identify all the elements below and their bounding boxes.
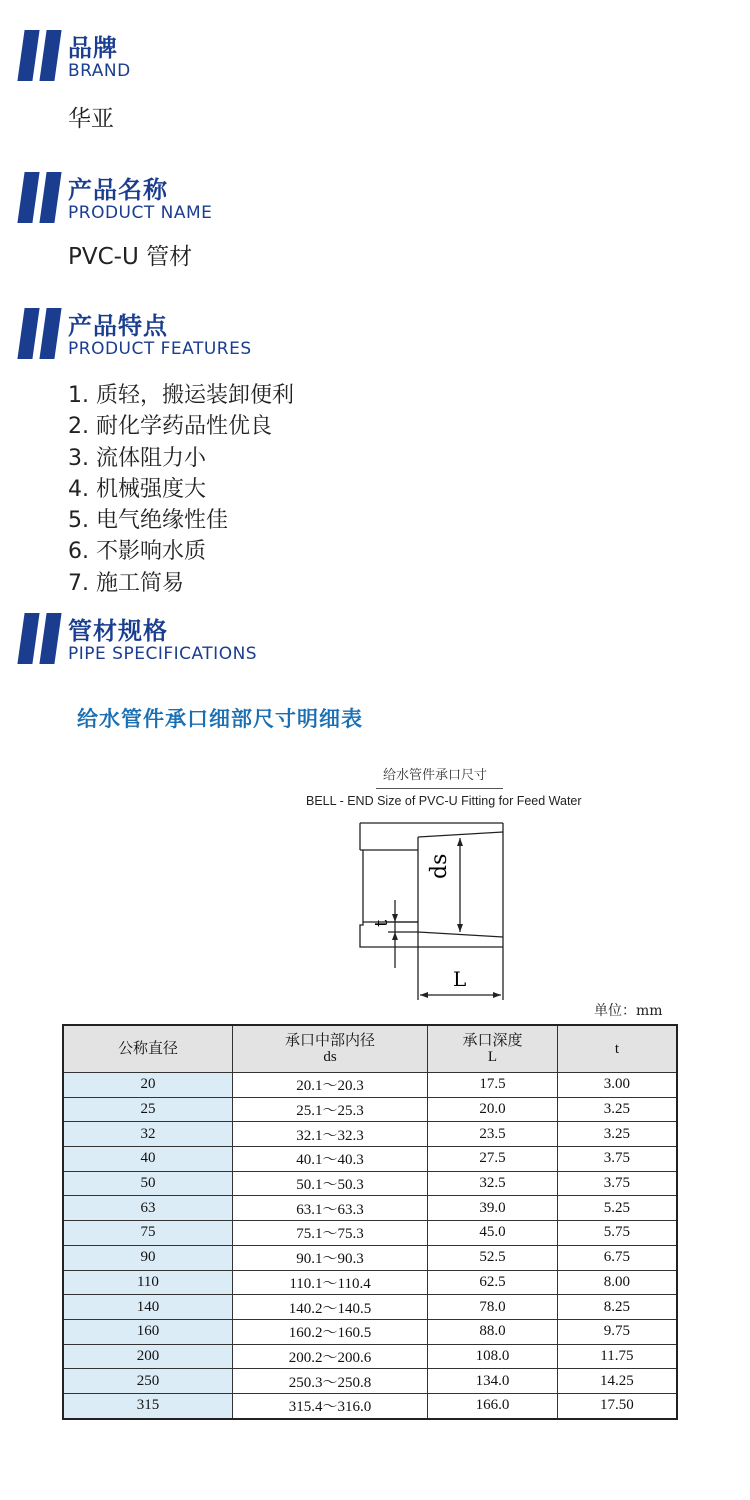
- table-row: [63, 1196, 677, 1221]
- col-header-nominal: 公称直径: [63, 1025, 232, 1073]
- table-title: 给水管件承口细部尺寸明细表: [77, 707, 363, 731]
- table-cell: 32.1～32.3: [232, 1122, 427, 1147]
- table-cell: 110: [63, 1270, 232, 1295]
- table-cell: 315.4～316.0: [232, 1393, 427, 1418]
- table-cell: 134.0: [428, 1369, 558, 1394]
- list-item: 6. 不影响水质: [68, 539, 206, 565]
- table-cell: 63: [63, 1196, 232, 1221]
- section-marker-icon: [17, 613, 62, 664]
- table-cell: 315: [63, 1393, 232, 1418]
- table-cell: 78.0: [428, 1295, 558, 1320]
- table-cell: 5.75: [557, 1221, 677, 1246]
- table-cell: 25: [63, 1097, 232, 1122]
- table-cell: 14.25: [557, 1369, 677, 1394]
- table-cell: 108.0: [428, 1344, 558, 1369]
- table-cell: 6.75: [557, 1245, 677, 1270]
- table-cell: 9.75: [557, 1319, 677, 1344]
- table-cell: 5.25: [557, 1196, 677, 1221]
- diagram-title-cn: 给水管件承口尺寸: [383, 768, 488, 783]
- table-cell: 20: [63, 1073, 232, 1098]
- table-cell: 50: [63, 1171, 232, 1196]
- table-cell: 32: [63, 1122, 232, 1147]
- table-cell: 17.50: [557, 1393, 677, 1418]
- table-row: [63, 1295, 677, 1320]
- table-row: [63, 1097, 677, 1122]
- table-row: [63, 1319, 677, 1344]
- specs-heading: 管材规格: [68, 617, 168, 645]
- table-cell: 45.0: [428, 1221, 558, 1246]
- unit-label: 单位：mm: [594, 1003, 663, 1019]
- product-name-heading-en: PRODUCT NAME: [68, 203, 213, 223]
- table-cell: 90: [63, 1245, 232, 1270]
- diagram-title-en: BELL - END Size of PVC-U Fitting for Feed Water: [306, 794, 582, 808]
- table-cell: 25.1～25.3: [232, 1097, 427, 1122]
- table-cell: 166.0: [428, 1393, 558, 1418]
- table-cell: 88.0: [428, 1319, 558, 1344]
- product-name-value: PVC-U 管材: [68, 244, 193, 270]
- table-cell: 52.5: [428, 1245, 558, 1270]
- table-row: [63, 1221, 677, 1246]
- table-cell: 3.75: [557, 1171, 677, 1196]
- diagram-title-rule: [376, 788, 503, 789]
- list-item: 3. 流体阻力小: [68, 445, 206, 471]
- table-cell: 200.2～200.6: [232, 1344, 427, 1369]
- product-name-heading: 产品名称: [68, 176, 168, 204]
- label-ds: ds: [427, 853, 452, 879]
- brand-heading-en: BRAND: [68, 61, 131, 81]
- list-item: 7. 施工简易: [68, 570, 184, 596]
- table-cell: 250: [63, 1369, 232, 1394]
- table-cell: 3.25: [557, 1097, 677, 1122]
- section-marker-icon: [17, 308, 62, 359]
- table-cell: 3.25: [557, 1122, 677, 1147]
- list-item: 2. 耐化学药品性优良: [68, 414, 272, 440]
- table-cell: 40.1～40.3: [232, 1147, 427, 1172]
- table-cell: 27.5: [428, 1147, 558, 1172]
- table-cell: 8.25: [557, 1295, 677, 1320]
- table-cell: 23.5: [428, 1122, 558, 1147]
- section-marker-icon: [17, 30, 62, 81]
- table-row: [63, 1245, 677, 1270]
- table-body: [63, 1073, 677, 1419]
- table-cell: 3.00: [557, 1073, 677, 1098]
- list-item: 5. 电气绝缘性佳: [68, 508, 228, 534]
- table-row: [63, 1393, 677, 1418]
- table-cell: 160: [63, 1319, 232, 1344]
- section-marker-icon: [17, 172, 62, 223]
- features-heading-en: PRODUCT FEATURES: [68, 339, 252, 359]
- table-cell: 62.5: [428, 1270, 558, 1295]
- table-cell: 39.0: [428, 1196, 558, 1221]
- col-header-L: 承口深度 L: [428, 1025, 558, 1073]
- features-list: [68, 380, 294, 599]
- bell-end-diagram: [350, 820, 520, 1010]
- table-row: [63, 1344, 677, 1369]
- table-cell: 8.00: [557, 1270, 677, 1295]
- table-row: [63, 1073, 677, 1098]
- table-cell: 250.3～250.8: [232, 1369, 427, 1394]
- list-item: 1. 质轻，搬运装卸便利: [68, 383, 294, 408]
- table-cell: 160.2～160.5: [232, 1319, 427, 1344]
- list-item: 4. 机械强度大: [68, 476, 206, 502]
- label-t: t: [371, 919, 392, 927]
- table-cell: 63.1～63.3: [232, 1196, 427, 1221]
- table-row: [63, 1147, 677, 1172]
- table-cell: 140.2～140.5: [232, 1295, 427, 1320]
- label-L: L: [453, 967, 467, 991]
- table-cell: 20.0: [428, 1097, 558, 1122]
- table-cell: 3.75: [557, 1147, 677, 1172]
- brand-value: 华亚: [68, 106, 114, 132]
- features-heading: 产品特点: [68, 312, 168, 340]
- table-cell: 11.75: [557, 1344, 677, 1369]
- table-cell: 20.1～20.3: [232, 1073, 427, 1098]
- spec-table: [62, 1024, 678, 1420]
- table-row: [63, 1122, 677, 1147]
- table-cell: 32.5: [428, 1171, 558, 1196]
- table-cell: 40: [63, 1147, 232, 1172]
- col-header-ds: 承口中部内径 ds: [232, 1025, 427, 1073]
- table-row: [63, 1171, 677, 1196]
- table-cell: 75: [63, 1221, 232, 1246]
- table-cell: 200: [63, 1344, 232, 1369]
- col-header-t: t: [557, 1025, 677, 1073]
- table-header-row: [63, 1025, 677, 1073]
- table-cell: 140: [63, 1295, 232, 1320]
- table-cell: 17.5: [428, 1073, 558, 1098]
- table-cell: 50.1～50.3: [232, 1171, 427, 1196]
- table-cell: 90.1～90.3: [232, 1245, 427, 1270]
- specs-heading-en: PIPE SPECIFICATIONS: [68, 644, 258, 664]
- table-row: [63, 1270, 677, 1295]
- table-row: [63, 1369, 677, 1394]
- table-cell: 75.1～75.3: [232, 1221, 427, 1246]
- table-cell: 110.1～110.4: [232, 1270, 427, 1295]
- brand-heading: 品牌: [68, 34, 118, 62]
